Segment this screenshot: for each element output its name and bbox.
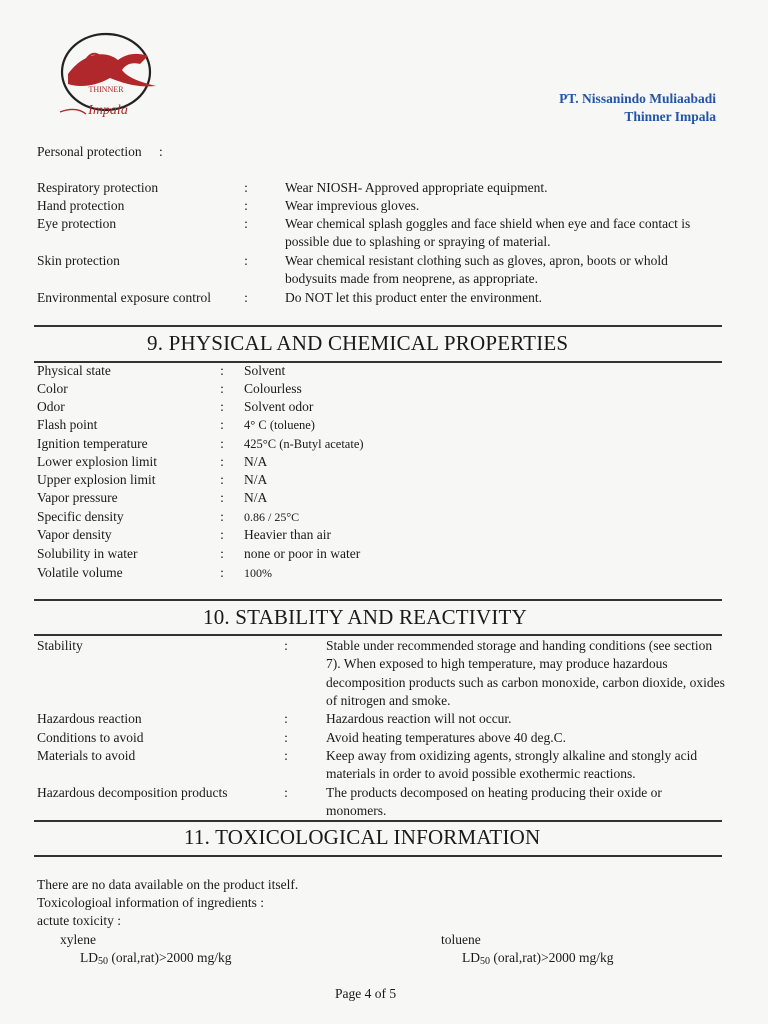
stability-colon: : [284, 638, 288, 653]
stability-value: Hazardous reaction will not occur. [326, 711, 512, 726]
company-line-1: PT. Nissanindo Muliaabadi [559, 91, 716, 106]
tox-line: Toxicologioal information of ingredients : [37, 895, 265, 910]
divider [34, 634, 722, 636]
property-label: Upper explosion limit [37, 472, 156, 487]
toluene-name: toluene [441, 932, 481, 947]
divider [34, 820, 722, 822]
property-colon: : [220, 490, 224, 505]
property-value: none or poor in water [244, 546, 361, 561]
stability-colon: : [284, 730, 288, 745]
divider [34, 325, 722, 327]
stability-label: Stability [37, 638, 83, 653]
stability-colon: : [284, 748, 288, 763]
property-label: Ignition temperature [37, 436, 148, 451]
pp-value: Wear chemical splash goggles and face shield when eye and face contact is possible due to splashing or spraying of material. [285, 216, 691, 250]
property-colon: : [220, 454, 224, 469]
pp-colon: : [244, 290, 248, 305]
property-label: Specific density [37, 509, 124, 524]
property-colon: : [220, 363, 224, 378]
property-label: Vapor pressure [37, 490, 118, 505]
company-line-2: Thinner Impala [624, 109, 716, 124]
impala-logo-icon [56, 30, 171, 125]
property-colon: : [220, 381, 224, 396]
stability-colon: : [284, 785, 288, 800]
property-label: Lower explosion limit [37, 454, 157, 469]
property-value: Colourless [244, 381, 302, 396]
stability-label: Conditions to avoid [37, 730, 144, 745]
pp-label: Eye protection [37, 216, 117, 231]
divider [34, 361, 722, 363]
pp-label: Respiratory protection [37, 180, 159, 195]
stability-value: Stable under recommended storage and handing conditions (see section 7). When exposed to high temperature, may produce hazardous decomposition products such as carbon monoxide, carbon dioxide, oxides of nitrogen and smoke. [326, 638, 725, 708]
pp-label: Skin protection [37, 253, 120, 268]
xylene-ld50: LD50 (oral,rat)>2000 mg/kg [80, 950, 232, 967]
stability-colon: : [284, 711, 288, 726]
stability-value: The products decomposed on heating producing their oxide or monomers. [326, 785, 662, 819]
property-label: Solubility in water [37, 546, 138, 561]
property-label: Flash point [37, 417, 98, 432]
xylene-name: xylene [60, 932, 96, 947]
stability-value: Keep away from oxidizing agents, strongly alkaline and stongly acid materials in order to avoid possible exothermic reactions. [326, 748, 698, 782]
property-label: Physical state [37, 363, 111, 378]
divider [34, 599, 722, 601]
tox-line: actute toxicity : [37, 913, 121, 928]
section-10-heading: 10. STABILITY AND REACTIVITY [203, 605, 527, 629]
property-colon: : [220, 472, 224, 487]
pp-value: Wear chemical resistant clothing such as gloves, apron, boots or whold bodysuits made from neoprene, as appropriate. [285, 253, 668, 287]
stability-label: Hazardous reaction [37, 711, 142, 726]
property-label: Odor [37, 399, 65, 414]
svg-text:Impala: Impala [88, 103, 128, 118]
toluene-ld50: LD50 (oral,rat)>2000 mg/kg [462, 950, 614, 967]
personal-protection-title: Personal protection : [37, 144, 163, 159]
property-value: 4° C (toluene) [244, 418, 315, 432]
stability-label: Hazardous decomposition products [37, 785, 228, 800]
pp-colon: : [244, 198, 248, 213]
section-11-heading: 11. TOXICOLOGICAL INFORMATION [184, 825, 541, 849]
stability-label: Materials to avoid [37, 748, 136, 763]
property-label: Vapor density [37, 527, 112, 542]
property-label: Volatile volume [37, 565, 123, 580]
property-value: Solvent [244, 363, 286, 378]
property-value: 425°C (n-Butyl acetate) [244, 437, 364, 451]
property-value: Solvent odor [244, 399, 314, 414]
divider [34, 855, 722, 857]
property-value: 100% [244, 566, 272, 580]
property-colon: : [220, 565, 224, 580]
property-value: Heavier than air [244, 527, 331, 542]
property-label: Color [37, 381, 68, 396]
property-value: N/A [244, 454, 268, 469]
company-name [559, 90, 716, 126]
stability-value: Avoid heating temperatures above 40 deg.C. [326, 730, 567, 745]
property-value: N/A [244, 490, 268, 505]
property-colon: : [220, 417, 224, 432]
pp-colon: : [244, 216, 248, 231]
pp-colon: : [244, 180, 248, 195]
page-number: Page 4 of 5 [335, 986, 397, 1001]
property-colon: : [220, 509, 224, 524]
pp-value: Do NOT let this product enter the environment. [285, 290, 542, 305]
property-colon: : [220, 546, 224, 561]
pp-label: Environmental exposure control [37, 290, 211, 305]
section-9-heading: 9. PHYSICAL AND CHEMICAL PROPERTIES [147, 331, 569, 355]
property-colon: : [220, 436, 224, 451]
property-colon: : [220, 527, 224, 542]
tox-line: There are no data available on the product itself. [37, 877, 299, 892]
property-value: N/A [244, 472, 268, 487]
property-colon: : [220, 399, 224, 414]
pp-value: Wear NIOSH- Approved appropriate equipment. [285, 180, 548, 195]
pp-label: Hand protection [37, 198, 125, 213]
pp-value: Wear imprevious gloves. [285, 198, 420, 213]
pp-colon: : [244, 253, 248, 268]
property-value: 0.86 / 25°C [244, 510, 300, 524]
company-logo [56, 30, 171, 125]
svg-text:THINNER: THINNER [88, 85, 124, 94]
